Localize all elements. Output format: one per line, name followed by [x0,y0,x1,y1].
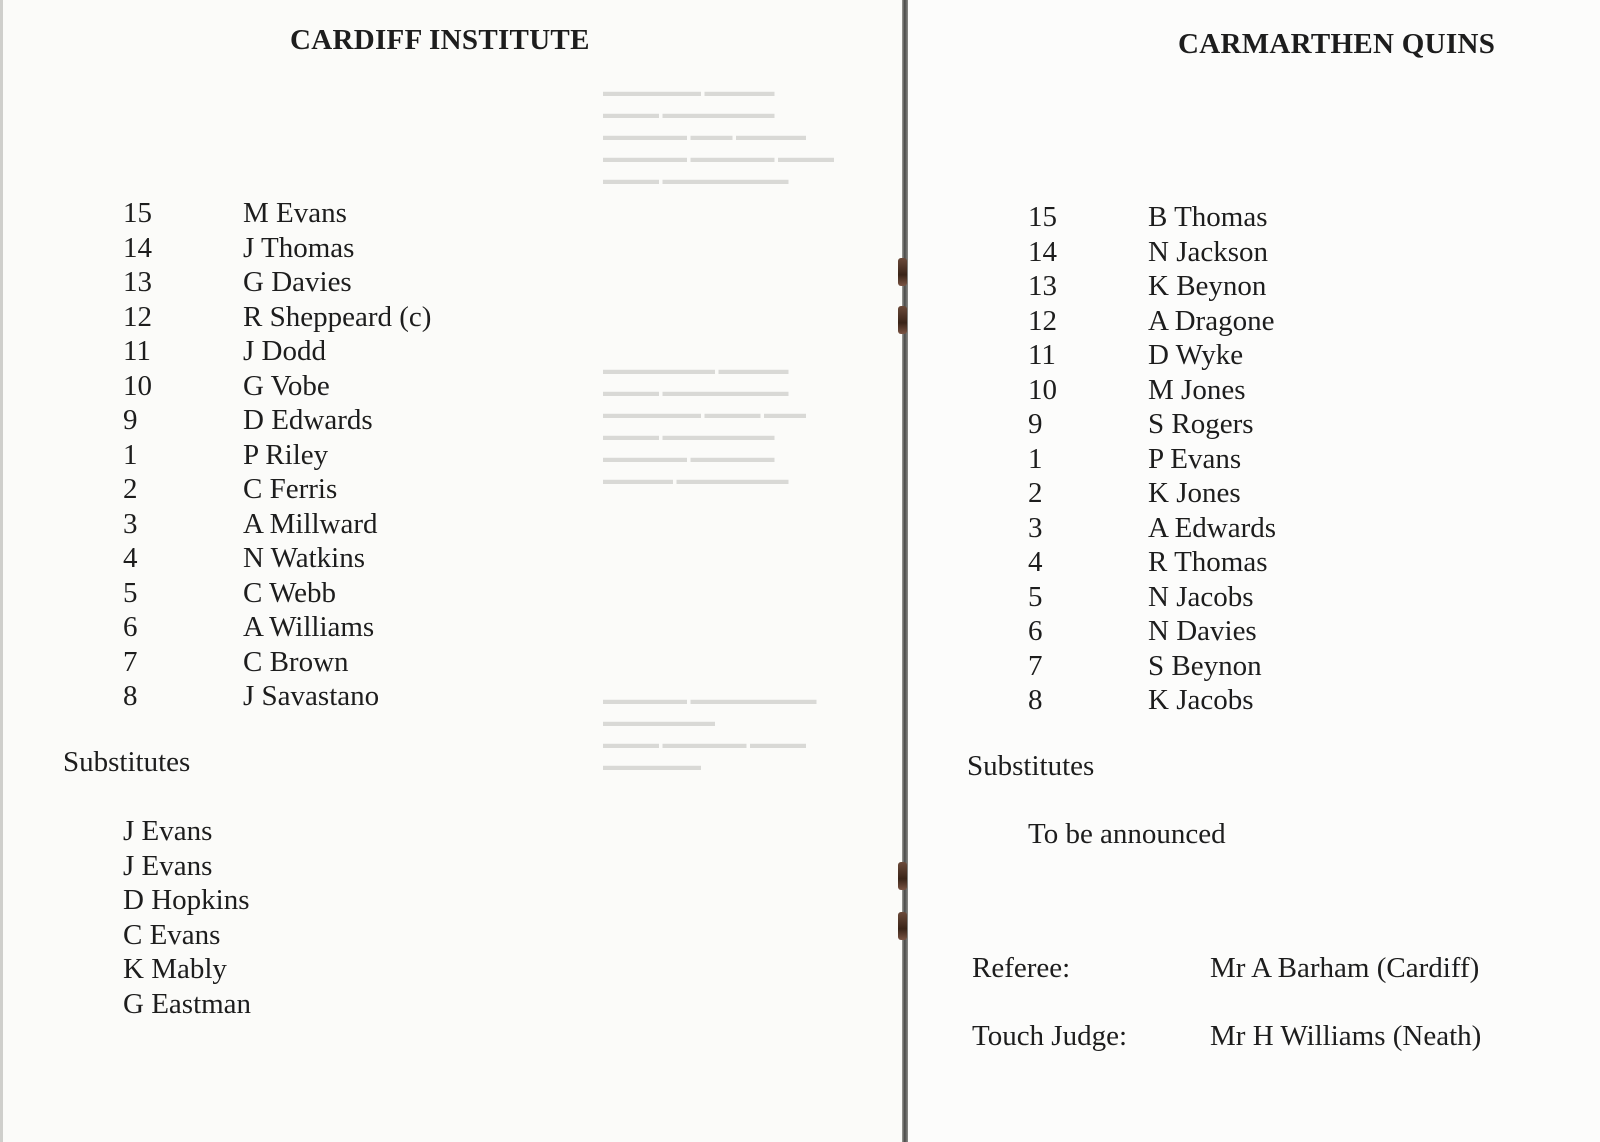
player-row [1028,304,1276,339]
jersey-number: 10 [1028,373,1057,406]
player-name: B Thomas [1148,201,1268,233]
jersey-number: 3 [123,507,138,540]
player-row [123,645,431,680]
jersey-number: 13 [123,266,152,298]
jersey-number: 8 [1028,684,1043,716]
player-row [123,196,431,231]
player-name: A Millward [243,507,378,540]
player-name: D Wyke [1148,339,1244,371]
player-row [123,334,431,369]
away-team-roster [1028,200,1276,718]
player-row [123,403,431,438]
player-row [123,300,431,335]
player-name: J Dodd [243,335,326,367]
jersey-number: 1 [123,438,138,471]
player-name: C Ferris [243,473,338,505]
jersey-number: 12 [123,300,152,333]
player-row [1028,407,1276,442]
player-name: P Riley [243,438,329,471]
substitutes-heading-away: Substitutes [967,750,1095,782]
player-row [123,265,431,300]
jersey-number: 8 [123,680,138,712]
player-name: N Davies [1148,615,1257,647]
jersey-number: 11 [123,335,151,367]
home-substitutes-list [123,814,251,1021]
player-name: A Williams [243,611,375,643]
substitute-name: C Evans [123,918,221,951]
touch-judge-name: Mr H Williams (Neath) [1210,1020,1482,1052]
jersey-number: 12 [1028,304,1057,337]
team-title-home: CARDIFF INSTITUTE [290,24,590,56]
touch-judge-row [972,1020,1481,1053]
show-through-text: ▬▬▬▬▬▬ ▬▬▬▬▬▬▬▬▬ ▬▬▬▬▬▬▬▬ ▬▬▬▬ ▬▬▬▬▬▬ ▬▬▬▬ ▬▬▬▬▬▬▬ [603,693,817,774]
player-row [123,472,431,507]
player-name: A Dragone [1148,304,1275,337]
jersey-number: 14 [1028,235,1057,268]
show-through-text: ▬▬▬▬▬▬▬ ▬▬▬▬▬ ▬▬▬▬ ▬▬▬▬▬▬▬▬ ▬▬▬▬▬▬ ▬▬▬ ▬▬▬▬▬ ▬▬▬▬▬▬ ▬▬▬▬▬▬ ▬▬▬▬ ▬▬▬▬ ▬▬▬▬▬▬▬▬▬ [603,85,834,188]
jersey-number: 9 [1028,408,1043,440]
player-name: G Davies [243,266,352,298]
player-row [123,369,431,404]
player-row [1028,338,1276,373]
jersey-number: 5 [123,576,138,609]
staple-mark [898,306,907,334]
jersey-number: 7 [1028,649,1043,682]
player-name: C Webb [243,576,336,609]
player-row [1028,511,1276,546]
jersey-number: 7 [123,645,138,678]
substitute-name: J Evans [123,815,213,847]
player-row [1028,649,1276,684]
player-name: K Beynon [1148,270,1267,302]
jersey-number: 4 [123,542,138,574]
player-row [1028,269,1276,304]
jersey-number: 13 [1028,270,1057,302]
substitute-name: D Hopkins [123,884,250,916]
jersey-number: 6 [1028,615,1043,647]
jersey-number: 3 [1028,511,1043,544]
jersey-number: 4 [1028,546,1043,578]
player-row [1028,614,1276,649]
jersey-number: 2 [1028,477,1043,509]
player-row [123,610,431,645]
jersey-number: 2 [123,473,138,505]
touch-judge-label: Touch Judge: [972,1020,1128,1052]
player-row [1028,683,1276,718]
player-row [123,541,431,576]
player-row [1028,200,1276,235]
player-name: R Sheppeard (c) [243,300,432,333]
player-row [1028,580,1276,615]
player-row [123,679,431,714]
staple-mark [898,862,907,890]
jersey-number: 14 [123,231,152,264]
player-row [123,438,431,473]
player-row [1028,235,1276,270]
jersey-number: 5 [1028,580,1043,613]
jersey-number: 15 [1028,201,1057,233]
substitute-name: J Evans [123,849,213,882]
player-name: J Savastano [243,680,380,712]
substitute-name: G Eastman [123,987,252,1020]
jersey-number: 15 [123,197,152,229]
player-name: S Beynon [1148,649,1262,682]
jersey-number: 9 [123,404,138,436]
player-name: D Edwards [243,404,373,436]
player-name: K Jones [1148,477,1241,509]
player-name: S Rogers [1148,408,1254,440]
referee-name: Mr A Barham (Cardiff) [1210,952,1480,984]
player-name: J Thomas [243,231,355,264]
home-team-roster [123,196,431,714]
player-name: M Evans [243,197,347,229]
substitute-name: K Mably [123,953,227,985]
player-name: M Jones [1148,373,1246,406]
player-name: G Vobe [243,369,330,402]
player-name: N Watkins [243,542,365,574]
player-row [1028,373,1276,408]
staple-mark [898,258,907,286]
player-row [123,231,431,266]
jersey-number: 1 [1028,442,1043,475]
jersey-number: 6 [123,611,138,643]
player-name: N Jacobs [1148,580,1254,613]
player-row [1028,442,1276,477]
player-name: K Jacobs [1148,684,1254,716]
player-name: A Edwards [1148,511,1277,544]
player-name: R Thomas [1148,546,1268,578]
staple-mark [898,912,907,940]
show-through-text: ▬▬▬▬▬▬▬▬ ▬▬▬▬▬ ▬▬▬▬ ▬▬▬▬▬▬▬▬▬ ▬▬▬▬▬▬▬ ▬▬▬▬ ▬▬▬ ▬▬▬▬ ▬▬▬▬▬▬▬▬ ▬▬▬▬▬▬ ▬▬▬▬▬▬ ▬▬▬▬▬ ▬▬▬▬▬▬▬▬ [603,363,806,488]
player-name: C Brown [243,645,349,678]
team-title-away: CARMARTHEN QUINS [1178,28,1496,60]
substitutes-note: To be announced [1028,818,1226,850]
player-name: P Evans [1148,442,1242,475]
substitutes-heading-home: Substitutes [63,746,191,778]
player-row [1028,476,1276,511]
right-page [908,0,1600,1142]
jersey-number: 10 [123,369,152,402]
player-row [123,507,431,542]
referee-row [972,952,1479,985]
jersey-number: 11 [1028,339,1056,371]
referee-label: Referee: [972,952,1071,984]
player-row [123,576,431,611]
player-row [1028,545,1276,580]
player-name: N Jackson [1148,235,1269,268]
